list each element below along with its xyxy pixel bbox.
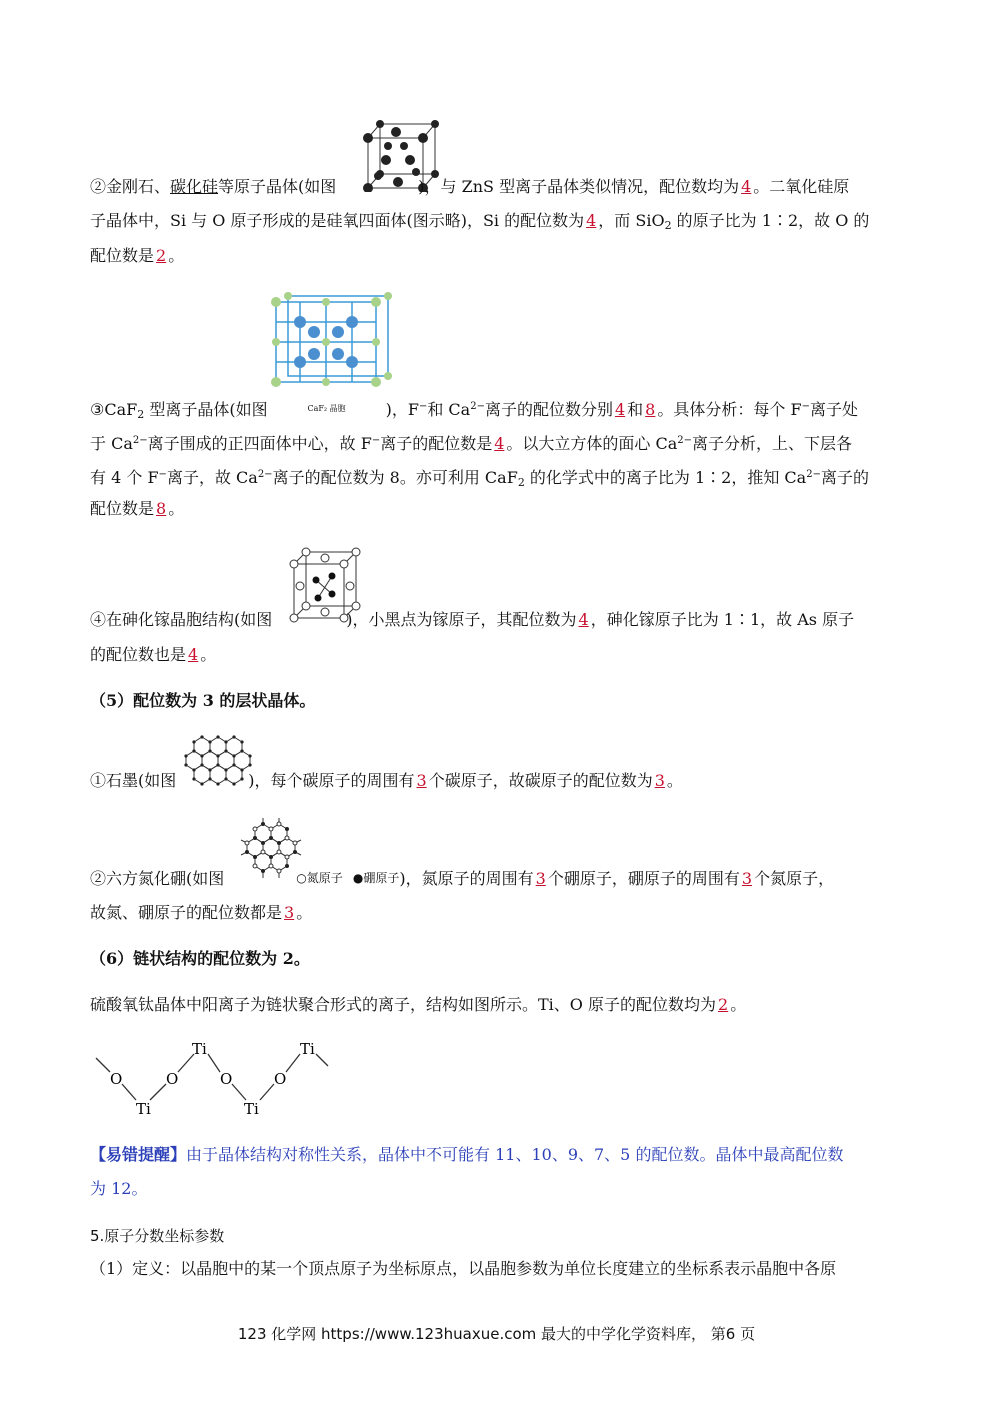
titanium-label: Ti	[244, 1100, 259, 1118]
heading-layered-crystal: （5）配位数为 3 的层状晶体。	[90, 691, 316, 710]
answer: 2	[156, 246, 167, 265]
heading-chain-structure: （6）链状结构的配位数为 2。	[90, 949, 310, 968]
titanium-label: Ti	[136, 1100, 151, 1118]
answer: 8	[645, 400, 656, 419]
warning-line1: 【易错提醒】由于晶体结构对称性关系，晶体中不可能有 11、10、9、7、5 的配位数。晶体中最高配位数	[90, 1145, 844, 1164]
paragraph-graphite: ①石墨(如图 )，每个碳原子的周围有 3 个碳原子，故碳原子的配位数为 3 。	[90, 771, 683, 790]
paragraph-bn-line1: ②六方氮化硼(如图 ○氮原子 ●硼原子)，氮原子的周围有 3 个硼原子，硼原子的周围有 3 个氮原子，	[90, 869, 835, 888]
paragraph-titanyl: 硫酸氧钛晶体中阳离子为链状聚合形式的离子，结构如图所示。Ti、O 原子的配位数均为 2 。	[90, 995, 747, 1014]
answer: 4	[586, 211, 597, 230]
oxygen-label: O	[220, 1070, 233, 1088]
paragraph-gaas-line1: ④在砷化镓晶胞结构(如图 )，小黑点为镓原子，其配位数为 4 ，砷化镓原子比为 1∶1，故 As 原子	[90, 610, 855, 629]
silicon-carbide-term: 碳化硅	[170, 177, 219, 196]
definition-line: （1）定义：以晶胞中的某一个顶点原子为坐标原点，以晶胞参数为单位长度建立的坐标系表示晶胞中各原	[90, 1259, 837, 1278]
answer: 3	[284, 903, 295, 922]
answer: 3	[654, 771, 665, 790]
answer: 3	[416, 771, 427, 790]
ti-o-chain-diagram	[92, 1038, 342, 1118]
legend-nitrogen: ○氮原子	[296, 871, 343, 885]
answer: 4	[188, 645, 199, 664]
titanium-label: Ti	[300, 1040, 315, 1058]
answer: 2	[718, 995, 729, 1014]
answer: 4	[614, 400, 626, 419]
answer: 4	[741, 177, 752, 196]
paragraph-caf2-line2: 于 $Ca^{2-}$离子围成的正四面体中心，故 F−离子的配位数是 4 。以大立方体的面心 $Ca^{2-}$离子分析，上、下层各	[90, 434, 853, 453]
paragraph-diamond-line3: 配位数是 2 。	[90, 246, 185, 265]
caf2-caption: CaF₂ 晶胞	[307, 404, 346, 413]
answer: 4	[494, 434, 505, 453]
paragraph-diamond-line1: ②金刚石、碳化硅等原子晶体(如图 )，与 ZnS 型离子晶体类似情况，配位数均为 4 。二氧化硅原	[90, 177, 850, 196]
paragraph-caf2-line4: 配位数是 8 。	[90, 499, 185, 518]
oxygen-label: O	[110, 1070, 123, 1088]
oxygen-label: O	[274, 1070, 287, 1088]
paragraph-bn-line2: 故氮、硼原子的配位数都是 3 。	[90, 903, 313, 922]
answer: 3	[535, 869, 546, 888]
answer: 8	[156, 499, 167, 518]
paragraph-caf2-line1: ③CaF$_2$ 型离子晶体(如图 CaF₂ 晶胞 )，F−和 $Ca^{2-}$离子的配位数分别 4 和 8 。具体分析：每个 F−离子处	[90, 400, 858, 421]
warning-tag: 【易错提醒】	[90, 1145, 187, 1164]
warning-line2: 为 12。	[90, 1179, 148, 1198]
titanium-label: Ti	[192, 1040, 207, 1058]
caf2-crystal-image	[270, 292, 392, 392]
oxygen-label: O	[166, 1070, 179, 1088]
answer: 3	[741, 869, 753, 888]
paragraph-diamond-line2: 子晶体中，Si 与 O 原子形成的是硅氧四面体(图示略)，Si 的配位数为 4 ，而 SiO$_2$ 的原子比为 1∶2，故 O 的	[90, 211, 870, 232]
paragraph-gaas-line2: 的配位数也是 4 。	[90, 645, 217, 664]
paragraph-caf2-line3: 有 4 个 F−离子，故 $Ca^{2-}$离子的配位数为 8。亦可利用 CaF$_2$ 的化学式中的离子比为 1∶2，推知 $Ca^{2-}$离子的	[90, 468, 869, 489]
legend-boron: ●硼原子	[352, 871, 400, 885]
section-heading-fractional-coordinates: 5.原子分数坐标参数	[90, 1227, 225, 1245]
page-footer: 123 化学网 https://www.123huaxue.com 最大的中学化学资料库， 第6 页	[237, 1325, 756, 1343]
answer: 4	[578, 610, 589, 629]
